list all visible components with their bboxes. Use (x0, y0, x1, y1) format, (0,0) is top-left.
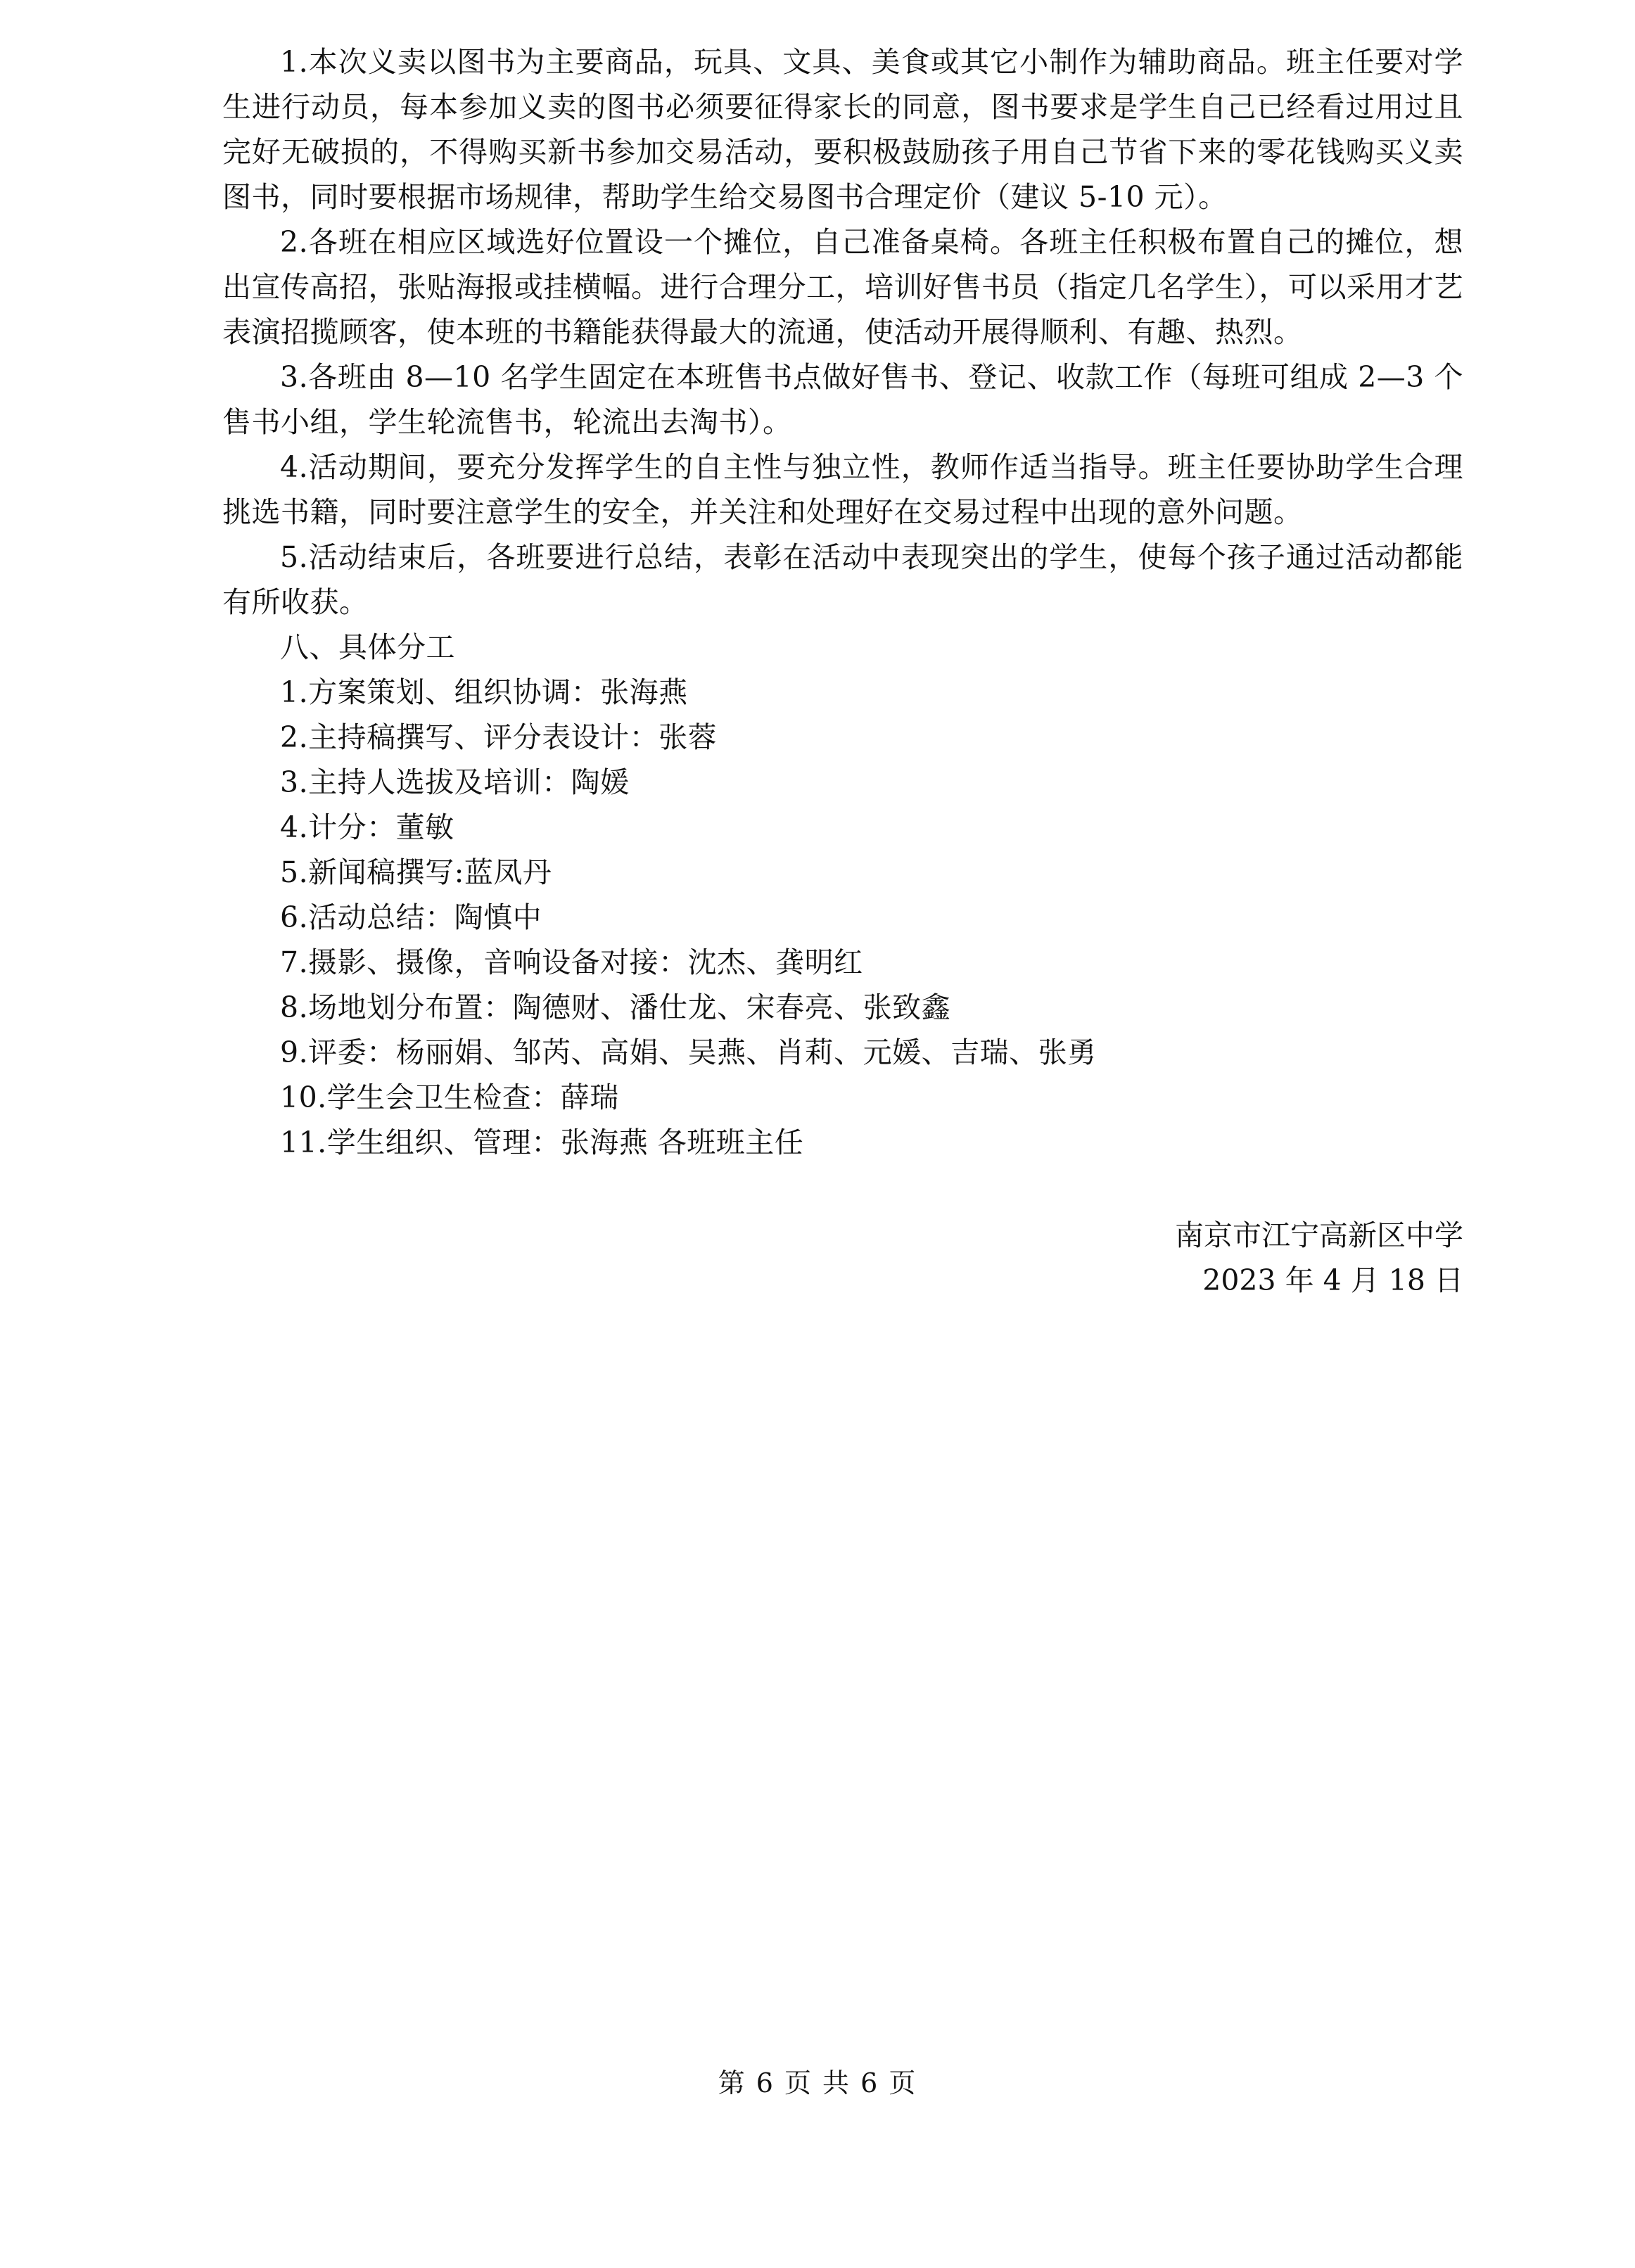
assignment-item: 9.评委：杨丽娟、邹芮、高娟、吴燕、肖莉、元媛、吉瑞、张勇 (280, 1036, 1097, 1069)
signature-block (1175, 1213, 1463, 1303)
paragraph-2: 2.各班在相应区域选好位置设一个摊位，自己准备桌椅。各班主任积极布置自己的摊位，想出宣传高招，张贴海报或挂横幅。进行合理分工，培训好售书员（指定几名学生），可以采用才艺表演招揽顾客，使本班的书籍能获得最大的流通，使活动开展得顺利、有趣、热烈。 (222, 225, 1463, 349)
page-number-footer: 第 6 页 共 6 页 (718, 2068, 917, 2098)
assignment-item: 1.方案策划、组织协调：张海燕 (280, 675, 688, 709)
assignment-item: 6.活动总结：陶慎中 (280, 900, 542, 934)
assignment-item: 5.新闻稿撰写:蓝凤丹 (280, 855, 552, 889)
section-heading: 八、具体分工 (280, 630, 455, 664)
assignment-item: 11.学生组织、管理：张海燕 各班班主任 (280, 1126, 804, 1159)
signature-organization: 南京市江宁高新区中学 (1175, 1218, 1463, 1252)
paragraph-4: 4.活动期间，要充分发挥学生的自主性与独立性，教师作适当指导。班主任要协助学生合理挑选书籍，同时要注意学生的安全，并关注和处理好在交易过程中出现的意外问题。 (222, 450, 1463, 529)
paragraph-3: 3.各班由 8—10 名学生固定在本班售书点做好售书、登记、收款工作（每班可组成 2—3 个售书小组，学生轮流售书，轮流出去淘书）。 (222, 360, 1463, 439)
signature-date: 2023 年 4 月 18 日 (1202, 1263, 1463, 1297)
paragraph-1: 1.本次义卖以图书为主要商品，玩具、文具、美食或其它小制作为辅助商品。班主任要对学生进行动员，每本参加义卖的图书必须要征得家长的同意，图书要求是学生自己已经看过用过且完好无破损的，不得购买新书参加交易活动，要积极鼓励孩子用自己节省下来的零花钱购买义卖图书，同时要根据市场规律，帮助学生给交易图书合理定价（建议 5-10 元）。 (222, 45, 1463, 214)
assignment-item: 2.主持稿撰写、评分表设计：张蓉 (280, 720, 718, 754)
assignment-item: 7.摄影、摄像，音响设备对接：沈杰、龚明红 (280, 945, 863, 979)
assignment-item: 10.学生会卫生检查：薛瑞 (280, 1081, 619, 1114)
assignment-item: 8.场地划分布置：陶德财、潘仕龙、宋春亮、张致鑫 (280, 990, 951, 1024)
assignment-item: 4.计分：董敏 (280, 810, 454, 844)
assignment-item: 3.主持人选拔及培训：陶媛 (280, 765, 630, 799)
document-body (222, 39, 1463, 1165)
paragraph-5: 5.活动结束后，各班要进行总结，表彰在活动中表现突出的学生，使每个孩子通过活动都能有所收获。 (222, 540, 1463, 619)
